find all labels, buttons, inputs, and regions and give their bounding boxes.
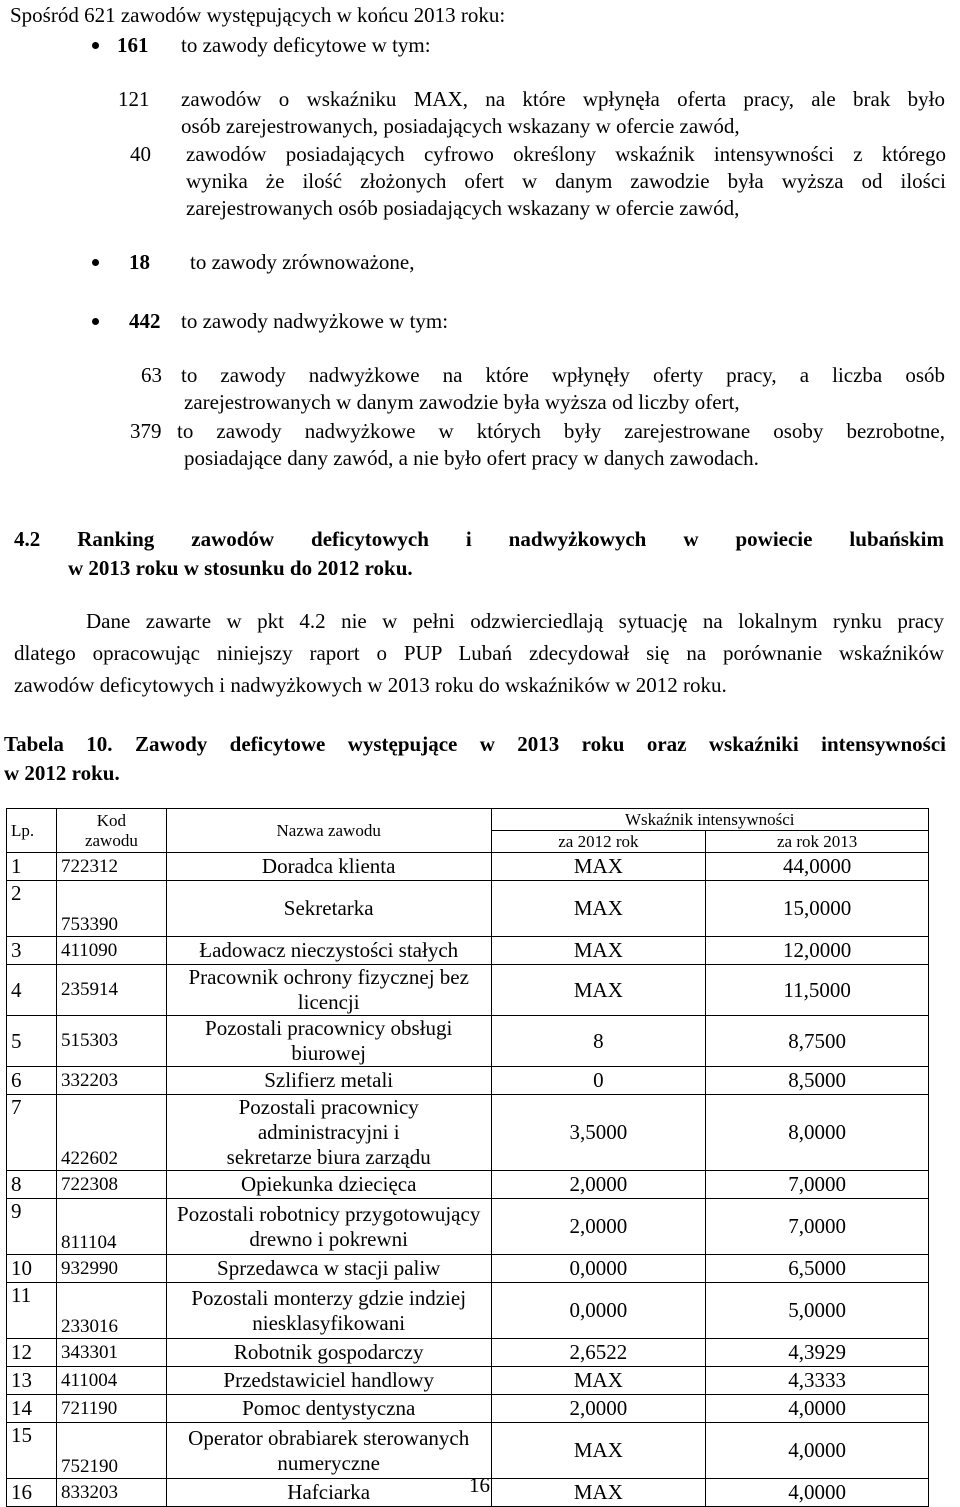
- table-row: [7, 1067, 929, 1095]
- cell-kod: 422602: [56, 1095, 166, 1171]
- cell-kod: 721190: [56, 1395, 166, 1423]
- cell-2012: 8: [491, 1016, 706, 1067]
- cell-lp: 10: [7, 1255, 57, 1283]
- cell-name: [166, 1395, 491, 1423]
- cell-2013: 6,5000: [706, 1255, 929, 1283]
- cell-name-line: Pracownik ochrony fizycznej bez licencji: [188, 965, 469, 1014]
- cell-name-line: Ładowacz nieczystości stałych: [199, 938, 459, 962]
- cell-name: [166, 1171, 491, 1199]
- cell-name-line: Sprzedawca w stacji paliw: [217, 1256, 441, 1280]
- table-row: [7, 1016, 929, 1067]
- cell-2012: 0,0000: [491, 1255, 706, 1283]
- cell-2013: 11,5000: [706, 965, 929, 1016]
- cell-kod: 811104: [56, 1199, 166, 1255]
- cell-name: [166, 1095, 491, 1171]
- cell-name: [166, 1339, 491, 1367]
- occupations-table: [6, 808, 929, 1507]
- table-caption: Tabela 10. Zawody deficytowe występujące w 2013 roku oraz wskaźniki intensywności: [4, 732, 946, 756]
- cell-name: [166, 881, 491, 937]
- cell-2013: 4,3333: [706, 1367, 929, 1395]
- cell-lp: 12: [7, 1339, 57, 1367]
- cell-lp: 16: [7, 1479, 57, 1507]
- table-row: [7, 937, 929, 965]
- section-heading-cont: w 2013 roku w stosunku do 2012 roku.: [68, 556, 413, 580]
- cell-name-line: Sekretarka: [283, 896, 374, 920]
- cell-name: [166, 937, 491, 965]
- table-row: [7, 965, 929, 1016]
- cell-name-line: Hafciarka: [287, 1480, 371, 1504]
- cell-name-line: Pomoc dentystyczna: [242, 1396, 416, 1420]
- surplus-sub-line: to zawody nadwyżkowe na które wpłynęły oferty pracy, a liczba osób: [181, 363, 945, 387]
- cell-lp: 8: [7, 1171, 57, 1199]
- deficit-sub-line: osób zarejestrowanych, posiadających wskazany w ofercie zawód,: [181, 114, 740, 138]
- cell-lp: 3: [7, 937, 57, 965]
- cell-name: [166, 1367, 491, 1395]
- cell-kod: 722308: [56, 1171, 166, 1199]
- table-row: [7, 1095, 929, 1171]
- cell-name-line: Opiekunka dziecięca: [240, 1172, 417, 1196]
- header-lp: Lp.: [7, 809, 57, 853]
- cell-2013: 44,0000: [706, 853, 929, 881]
- surplus-sub-num: 63: [141, 363, 162, 387]
- surplus-sub-line: posiadające dany zawód, a nie było ofert pracy w danych zawodach.: [184, 446, 759, 470]
- table-caption-cont: w 2012 roku.: [4, 761, 120, 785]
- cell-2013: 4,0000: [706, 1395, 929, 1423]
- cell-name-line: drewno i pokrewni: [249, 1226, 409, 1251]
- cell-2013: 7,0000: [706, 1199, 929, 1255]
- cell-name-line: Pozostali robotnicy przygotowujący: [177, 1201, 481, 1226]
- intro-text: Spośród 621 zawodów występujących w końcu 2013 roku:: [10, 3, 506, 27]
- surplus-sub-line: zarejestrowanych w danym zawodzie była wyższa od liczby ofert,: [184, 390, 740, 414]
- paragraph-line: zawodów deficytowych i nadwyżkowych w 2013 roku do wskaźników w 2012 roku.: [14, 673, 727, 697]
- cell-2012: MAX: [491, 881, 706, 937]
- cell-name-line: Pozostali monterzy gdzie indziej: [191, 1285, 467, 1310]
- cell-2012: 2,0000: [491, 1395, 706, 1423]
- cell-kod: 833203: [56, 1479, 166, 1507]
- cell-lp: 7: [7, 1095, 57, 1171]
- deficit-sub-line: zawodów posiadających cyfrowo określony wskaźnik intensywności z którego: [186, 142, 946, 166]
- cell-lp: 2: [7, 881, 57, 937]
- surplus-sub-num: 379: [130, 419, 162, 443]
- cell-name-line: Pozostali pracownicy administracyjni i: [238, 1095, 419, 1144]
- cell-2013: 15,0000: [706, 881, 929, 937]
- table-row: [7, 1395, 929, 1423]
- cell-2012: 0,0000: [491, 1283, 706, 1339]
- deficit-sub-line: zawodów o wskaźniku MAX, na które wpłynęła oferta pracy, ale brak było: [181, 87, 945, 111]
- cell-lp: 11: [7, 1283, 57, 1339]
- cell-name: [166, 965, 491, 1016]
- cell-2012: MAX: [491, 1367, 706, 1395]
- cell-2012: MAX: [491, 965, 706, 1016]
- cell-name: [166, 853, 491, 881]
- table-row: [7, 1255, 929, 1283]
- cell-2013: 12,0000: [706, 937, 929, 965]
- cell-lp: 15: [7, 1423, 57, 1479]
- cell-2012: MAX: [491, 1423, 706, 1479]
- surplus-sub-line: to zawody nadwyżkowe w których były zarejestrowane osoby bezrobotne,: [177, 419, 945, 443]
- cell-name-line: Pozostali pracownicy obsługi biurowej: [205, 1016, 453, 1065]
- cell-name: [166, 1255, 491, 1283]
- cell-2012: MAX: [491, 1479, 706, 1507]
- cell-2013: 4,0000: [706, 1423, 929, 1479]
- table-row: [7, 1199, 929, 1255]
- cell-2012: 2,0000: [491, 1199, 706, 1255]
- balanced-count: 18: [129, 250, 150, 274]
- cell-lp: 6: [7, 1067, 57, 1095]
- cell-lp: 4: [7, 965, 57, 1016]
- cell-name: [166, 1423, 491, 1479]
- cell-name: [166, 1199, 491, 1255]
- cell-2013: 8,7500: [706, 1016, 929, 1067]
- cell-name-line: Przedstawiciel handlowy: [223, 1368, 434, 1392]
- cell-2013: 8,5000: [706, 1067, 929, 1095]
- cell-name-line: numeryczne: [277, 1450, 380, 1475]
- deficit-sub-num: 121: [118, 87, 150, 111]
- table-row: [7, 881, 929, 937]
- cell-kod: 722312: [56, 853, 166, 881]
- cell-2012: MAX: [491, 853, 706, 881]
- cell-name-line: Robotnik gospodarczy: [233, 1340, 424, 1364]
- cell-kod: 752190: [56, 1423, 166, 1479]
- cell-2012: 3,5000: [491, 1095, 706, 1171]
- cell-2012: 2,0000: [491, 1171, 706, 1199]
- header-index: Wskaźnik intensywności: [491, 809, 928, 831]
- cell-2013: 8,0000: [706, 1095, 929, 1171]
- table-row: [7, 1339, 929, 1367]
- table-row: [7, 1423, 929, 1479]
- table-row: [7, 1171, 929, 1199]
- cell-kod: 932990: [56, 1255, 166, 1283]
- cell-lp: 13: [7, 1367, 57, 1395]
- cell-name: [166, 1283, 491, 1339]
- header-2012: za 2012 rok: [491, 831, 706, 853]
- cell-kod: 235914: [56, 965, 166, 1016]
- deficit-sub-num: 40: [130, 142, 151, 166]
- cell-2012: 0: [491, 1067, 706, 1095]
- cell-name-line: Operator obrabiarek sterowanych: [188, 1425, 470, 1450]
- cell-lp: 9: [7, 1199, 57, 1255]
- cell-name-line: Szlifierz metali: [264, 1068, 394, 1092]
- bullet-icon: [92, 318, 99, 325]
- cell-kod: 411090: [56, 937, 166, 965]
- cell-2013: 4,0000: [706, 1479, 929, 1507]
- table-row: [7, 1283, 929, 1339]
- cell-kod: 753390: [56, 881, 166, 937]
- cell-lp: 14: [7, 1395, 57, 1423]
- cell-kod: 411004: [56, 1367, 166, 1395]
- deficit-label: to zawody deficytowe w tym:: [181, 33, 431, 57]
- paragraph-line: Dane zawarte w pkt 4.2 nie w pełni odzwierciedlają sytuację na lokalnym rynku pracy: [86, 609, 944, 633]
- balanced-label: to zawody zrównoważone,: [190, 250, 415, 274]
- surplus-count: 442: [129, 309, 161, 333]
- cell-2013: 5,0000: [706, 1283, 929, 1339]
- cell-2012: 2,6522: [491, 1339, 706, 1367]
- cell-name-line: Doradca klienta: [261, 854, 396, 878]
- cell-name: [166, 1016, 491, 1067]
- table-row: [7, 1367, 929, 1395]
- cell-2012: MAX: [491, 937, 706, 965]
- cell-name: [166, 1067, 491, 1095]
- cell-kod: 233016: [56, 1283, 166, 1339]
- cell-name-line: niesklasyfikowani: [252, 1310, 406, 1335]
- cell-lp: 1: [7, 853, 57, 881]
- cell-2013: 4,3929: [706, 1339, 929, 1367]
- deficit-sub-line: wynika że ilość złożonych ofert w danym zawodzie była wyższa od ilości: [186, 169, 946, 193]
- cell-lp: 5: [7, 1016, 57, 1067]
- cell-kod: 332203: [56, 1067, 166, 1095]
- cell-kod: 343301: [56, 1339, 166, 1367]
- cell-name-line: sekretarze biura zarządu: [226, 1145, 431, 1169]
- paragraph-line: dlatego opracowując niniejszy raport o PUP Lubań zdecydował się na porównanie wskaźników: [14, 641, 944, 665]
- deficit-sub-line: zarejestrowanych osób posiadających wskazany w ofercie zawód,: [186, 196, 740, 220]
- cell-2013: 7,0000: [706, 1171, 929, 1199]
- section-heading: 4.2 Ranking zawodów deficytowych i nadwyżkowych w powiecie lubańskim: [14, 527, 944, 551]
- page-number: 16: [469, 1473, 490, 1497]
- bullet-icon: [92, 42, 99, 49]
- table-row: [7, 853, 929, 881]
- header-2013: za rok 2013: [706, 831, 929, 853]
- deficit-count: 161: [117, 33, 149, 57]
- cell-kod: 515303: [56, 1016, 166, 1067]
- header-name: Nazwa zawodu: [166, 809, 491, 853]
- header-kod: Kod zawodu: [56, 809, 166, 853]
- bullet-icon: [92, 259, 99, 266]
- surplus-label: to zawody nadwyżkowe w tym:: [181, 309, 449, 333]
